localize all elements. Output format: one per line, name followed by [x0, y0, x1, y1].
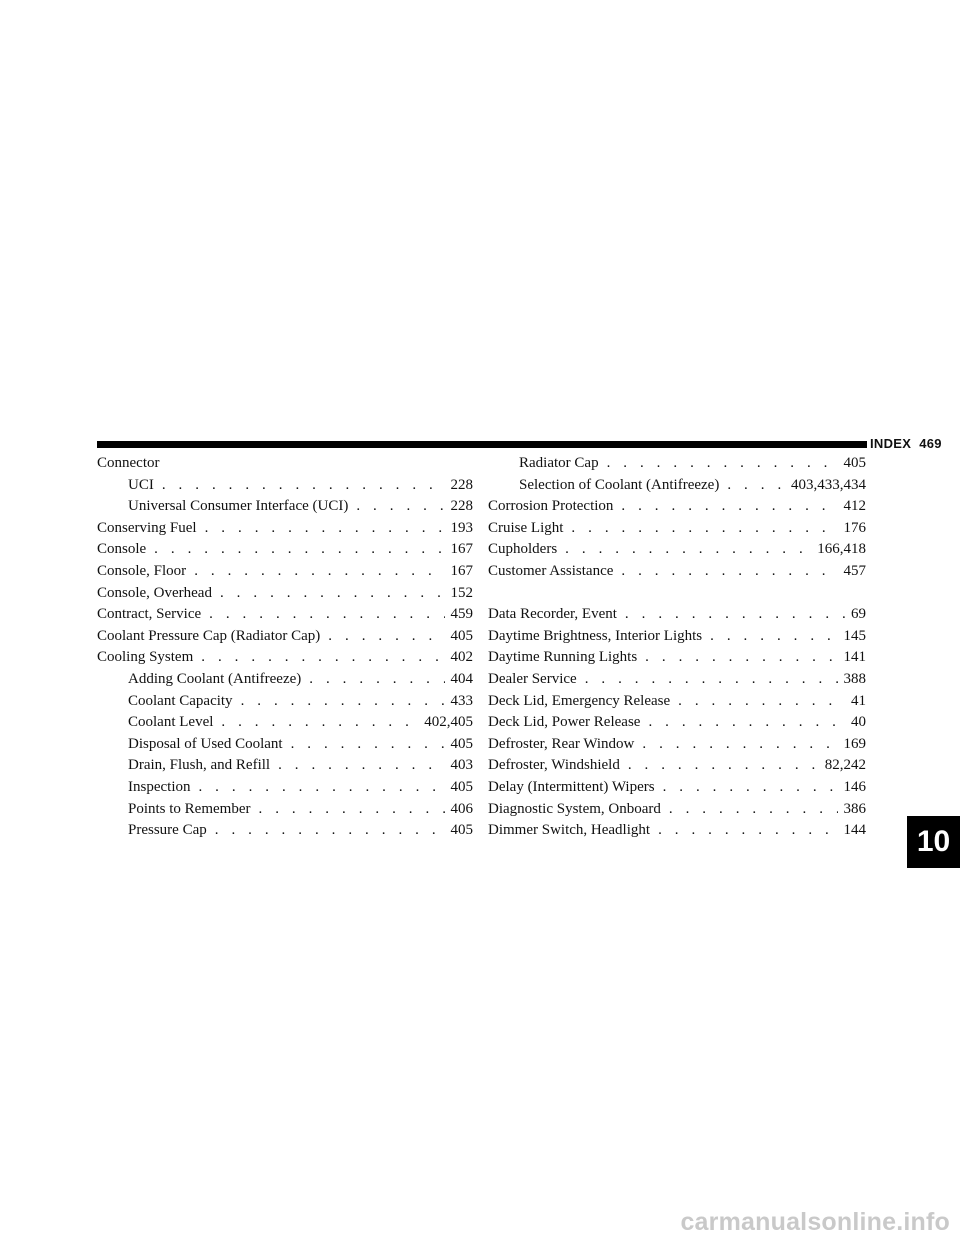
entry-text: Customer Assistance — [488, 562, 614, 579]
dot-leader — [571, 518, 837, 540]
index-subentry — [97, 669, 473, 691]
index-entry — [97, 604, 473, 626]
dot-leader — [278, 755, 444, 777]
dot-leader — [621, 496, 837, 518]
entry-text: Dimmer Switch, Headlight — [488, 822, 651, 839]
index-entry — [488, 799, 866, 821]
entry-text: Corrosion Protection — [488, 498, 614, 515]
entry-text: Connector — [97, 455, 160, 471]
entry-text: Diagnostic System, Onboard — [488, 800, 661, 817]
index-subentry — [488, 453, 866, 475]
dot-leader — [607, 453, 838, 475]
entry-page: 166,418 — [817, 541, 866, 558]
index-entry — [488, 539, 866, 561]
dot-leader — [621, 561, 837, 583]
index-entry — [488, 777, 866, 799]
dot-leader — [727, 475, 785, 497]
dot-leader — [565, 539, 811, 561]
header-title: INDEX — [870, 436, 912, 451]
dot-leader — [658, 820, 837, 842]
entry-page: 406 — [450, 800, 473, 817]
entry-text: Console — [97, 541, 147, 558]
index-subentry — [97, 734, 473, 756]
entry-page: 176 — [843, 519, 866, 536]
entry-text: Deck Lid, Power Release — [488, 714, 641, 731]
entry-page: 228 — [450, 498, 473, 515]
dot-leader — [215, 820, 445, 842]
entry-text: Cupholders — [488, 541, 558, 558]
index-entry — [488, 518, 866, 540]
entry-text: Points to Remember — [128, 800, 251, 817]
entry-page: 167 — [450, 562, 473, 579]
entry-page: 402,405 — [424, 714, 473, 731]
entry-text: Dealer Service — [488, 670, 577, 687]
entry-text: Selection of Coolant (Antifreeze) — [519, 476, 720, 493]
dot-leader — [356, 496, 444, 518]
dot-leader — [678, 691, 845, 713]
index-subentry — [97, 799, 473, 821]
index-entry — [97, 583, 473, 605]
entry-text: Conserving Fuel — [97, 519, 197, 536]
chapter-tab: 10 — [907, 816, 960, 868]
entry-text: Adding Coolant (Antifreeze) — [128, 670, 302, 687]
index-entry — [97, 626, 473, 648]
entry-page: 69 — [851, 606, 866, 623]
index-subentry — [97, 777, 473, 799]
dot-leader — [648, 712, 845, 734]
entry-page: 412 — [843, 498, 866, 515]
index-entry — [488, 820, 866, 842]
dot-leader — [585, 669, 838, 691]
entry-page: 403,433,434 — [791, 476, 866, 493]
dot-leader — [625, 604, 845, 626]
index-entry — [97, 647, 473, 669]
index-subentry — [97, 691, 473, 713]
entry-text: Data Recorder, Event — [488, 606, 617, 623]
index-entry — [488, 647, 866, 669]
index-entry — [97, 518, 473, 540]
entry-page: 228 — [450, 476, 473, 493]
entry-page: 459 — [450, 606, 473, 623]
entry-page: 167 — [450, 541, 473, 558]
entry-text: UCI — [128, 476, 154, 493]
header-rule — [97, 441, 867, 448]
entry-text: Contract, Service — [97, 606, 202, 623]
entry-text: Cooling System — [97, 649, 194, 666]
entry-text: Console, Overhead — [97, 584, 212, 601]
entry-text: Pressure Cap — [128, 822, 207, 839]
entry-text: Radiator Cap — [519, 455, 599, 471]
dot-leader — [162, 475, 445, 497]
entry-page: 405 — [843, 455, 866, 471]
entry-page: 405 — [450, 778, 473, 795]
entry-page: 402 — [450, 649, 473, 666]
entry-text: Cruise Light — [488, 519, 564, 536]
entry-page: 433 — [450, 692, 473, 709]
dot-leader — [291, 734, 445, 756]
index-entry — [488, 604, 866, 626]
dot-leader — [201, 647, 444, 669]
page-number: 469 — [919, 436, 942, 451]
entry-page: 146 — [843, 778, 866, 795]
entry-text: Universal Consumer Interface (UCI) — [128, 498, 349, 515]
entry-page: 141 — [843, 649, 866, 666]
index-subentry — [97, 820, 473, 842]
entry-text: Deck Lid, Emergency Release — [488, 692, 671, 709]
entry-page: 405 — [450, 627, 473, 644]
dot-leader — [194, 561, 444, 583]
dot-leader — [259, 799, 445, 821]
entry-page: 388 — [843, 670, 866, 687]
watermark: carmanualsonline.info — [680, 1208, 950, 1236]
entry-page: 386 — [843, 800, 866, 817]
index-column-right — [488, 453, 866, 842]
index-entry — [97, 539, 473, 561]
entry-text: Coolant Level — [128, 714, 214, 731]
entry-page: 405 — [450, 822, 473, 839]
running-header — [870, 436, 942, 451]
dot-leader — [209, 604, 444, 626]
index-entry — [97, 561, 473, 583]
index-entry — [488, 755, 866, 777]
index-entry — [488, 626, 866, 648]
entry-text: Daytime Brightness, Interior Lights — [488, 627, 703, 644]
index-subentry — [97, 755, 473, 777]
entry-page: 145 — [843, 627, 866, 644]
entry-page: 82,242 — [824, 757, 866, 774]
entry-page: 40 — [851, 714, 866, 731]
entry-text: Defroster, Windshield — [488, 757, 620, 774]
entry-page: 144 — [843, 822, 866, 839]
index-entry — [97, 453, 473, 475]
dot-leader — [198, 777, 444, 799]
index-spacer — [488, 583, 866, 605]
dot-leader — [205, 518, 445, 540]
index-subentry — [97, 712, 473, 734]
entry-page: 152 — [450, 584, 473, 601]
dot-leader — [642, 734, 837, 756]
dot-leader — [241, 691, 445, 713]
entry-text: Inspection — [128, 778, 191, 795]
entry-text: Console, Floor — [97, 562, 187, 579]
entry-text: Daytime Running Lights — [488, 649, 638, 666]
dot-leader — [669, 799, 838, 821]
dot-leader — [328, 626, 444, 648]
index-entry — [488, 712, 866, 734]
dot-leader — [221, 712, 418, 734]
entry-page: 457 — [843, 562, 866, 579]
index-subentry — [488, 475, 866, 497]
entry-text: Defroster, Rear Window — [488, 735, 635, 752]
index-subentry — [97, 496, 473, 518]
dot-leader — [628, 755, 819, 777]
index-entry — [488, 734, 866, 756]
dot-leader — [154, 539, 444, 561]
dot-leader — [645, 647, 837, 669]
index-subentry — [97, 475, 473, 497]
entry-page: 193 — [450, 519, 473, 536]
entry-page: 169 — [843, 735, 866, 752]
index-column-left — [97, 453, 473, 842]
entry-text: Coolant Capacity — [128, 692, 233, 709]
index-entry — [488, 691, 866, 713]
index-entry — [488, 561, 866, 583]
dot-leader — [220, 583, 445, 605]
entry-page: 41 — [851, 692, 866, 709]
entry-text: Delay (Intermittent) Wipers — [488, 778, 655, 795]
dot-leader — [663, 777, 838, 799]
dot-leader — [309, 669, 444, 691]
dot-leader — [710, 626, 837, 648]
entry-text: Disposal of Used Coolant — [128, 735, 283, 752]
entry-page: 405 — [450, 735, 473, 752]
index-entry — [488, 669, 866, 691]
entry-text: Drain, Flush, and Refill — [128, 757, 271, 774]
entry-text: Coolant Pressure Cap (Radiator Cap) — [97, 627, 321, 644]
entry-page: 403 — [450, 757, 473, 774]
index-entry — [488, 496, 866, 518]
entry-page: 404 — [450, 670, 473, 687]
